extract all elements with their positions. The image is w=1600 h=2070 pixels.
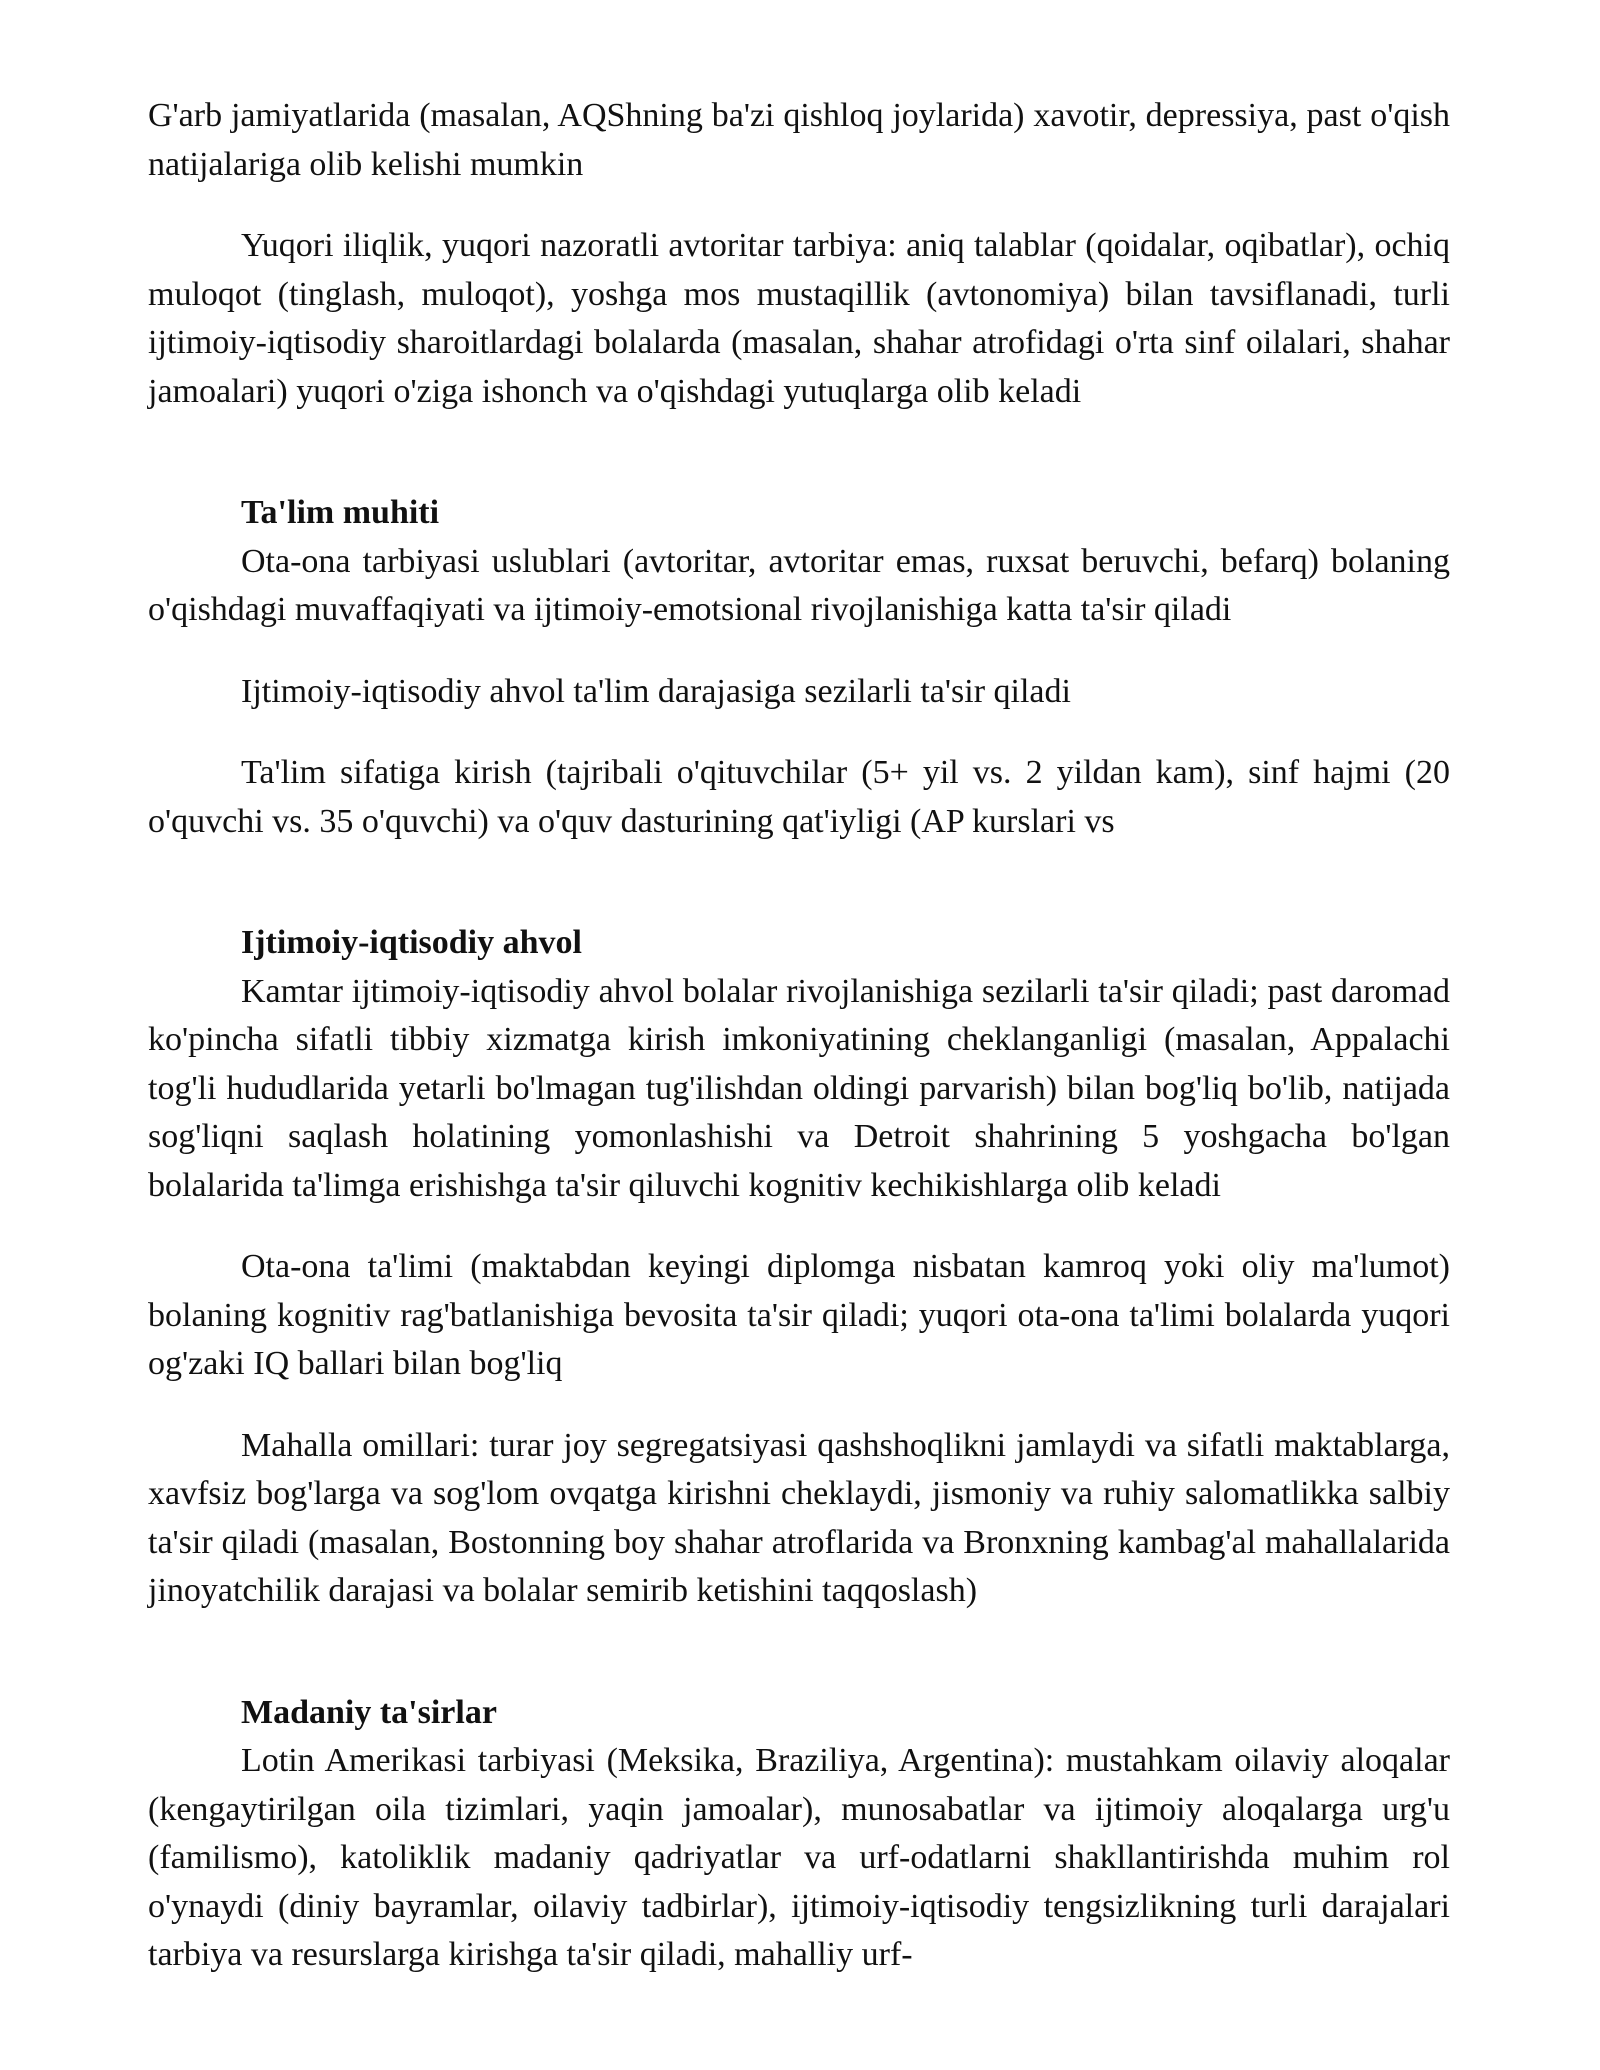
paragraph-low-ses: Kamtar ijtimoiy-iqtisodiy ahvol bolalar rivojlanishiga sezilarli ta'sir qiladi; past daromad ko'pincha sifatli tibbiy xizmatga kirish imkoniyatining cheklanganligi (masalan, Appalachi tog'li hududlarida yetarli bo'lmagan tug'ilishdan oldingi parvarish) bilan bog'liq bo'lib, natijada sog'liqni saqlash holatining yomonlashishi va Detroit shahrining 5 yoshgacha bo'lgan bolalarida ta'limga erishishga ta'sir qiluvchi kognitiv kechikishlarga olib keladi [148,972,1450,1204]
paragraph-western-societies: G'arb jamiyatlarida (masalan, AQShning ba'zi qishloq joylarida) xavotir, depressiya, past o'qish natijalariga olib kelishi mumkin [148,97,1450,183]
spacer [148,1649,1450,1689]
spacer [148,449,1450,489]
paragraph-education-quality: Ta'lim sifatiga kirish (tajribali o'qituvchilar (5+ yil vs. 2 yildan kam), sinf hajmi (20 o'quvchi vs. 35 o'quvchi) va o'quv dasturining qat'iyligi (AP kurslari vs [148,754,1450,840]
paragraph-parenting-styles: Ota-ona tarbiyasi uslublari (avtoritar, avtoritar emas, ruxsat beruvchi, befarq) bolaning o'qishdagi muvaffaqiyati va ijtimoiy-emotsional rivojlanishiga katta ta'sir qiladi [148,542,1450,628]
heading-education-environment: Ta'lim muhiti [241,494,440,531]
paragraph-latin-america: Lotin Amerikasi tarbiyasi (Meksika, Braziliya, Argentina): mustahkam oilaviy aloqalar (kengaytirilgan oila tizimlari, yaqin jamoalar), munosabatlar va ijtimoiy aloqalarga urg'u (familismo), katoliklik madaniy qadriyatlar va urf-odatlarni shakllantirishda muhim rol o'ynaydi (diniy bayramlar, oilaviy tadbirlar), ijtimoiy-iqtisodiy tengsizlikning turli darajalari tarbiya va resurslarga kirishga ta'sir qiladi, mahalliy urf- [148,1742,1450,1973]
heading-cultural-influences: Madaniy ta'sirlar [241,1693,497,1731]
paragraph-ses-education: Ijtimoiy-iqtisodiy ahvol ta'lim darajasiga sezilarli ta'sir qiladi [241,672,1071,710]
spacer [148,879,1450,919]
paragraph-authoritative-parenting: Yuqori iliqlik, yuqori nazoratli avtoritar tarbiya: aniq talablar (qoidalar, oqibatlar), ochiq muloqot (tinglash, muloqot), yoshga mos mustaqillik (avtonomiya) bilan tavsiflanadi, turli ijtimoiy-iqtisodiy sharoitlardagi bolalarda (masalan, shahar atrofidagi o'rta sinf oilalari, shahar jamoalari) yuqori o'ziga ishonch va o'qishdagi yutuqlarga olib keladi [148,227,1450,410]
document-page [148,92,1450,1980]
heading-socioeconomic-status: Ijtimoiy-iqtisodiy ahvol [241,924,582,961]
paragraph-parent-education: Ota-ona ta'limi (maktabdan keyingi diplomga nisbatan kamroq yoki oliy ma'lumot) bolaning kognitiv rag'batlanishiga bevosita ta'sir qiladi; yuqori ota-ona ta'limi bolalarda yuqori og'zaki IQ ballari bilan bog'liq [148,1248,1450,1382]
paragraph-neighborhood-factors: Mahalla omillari: turar joy segregatsiyasi qashshoqlikni jamlaydi va sifatli maktablarga, xavfsiz bog'larga va sog'lom ovqatga kirishni cheklaydi, jismoniy va ruhiy salomatlikka salbiy ta'sir qiladi (masalan, Bostonning boy shahar atroflarida va Bronxning kambag'al mahallalarida jinoyatchilik darajasi va bolalar semirib ketishini taqqoslash) [148,1426,1450,1609]
